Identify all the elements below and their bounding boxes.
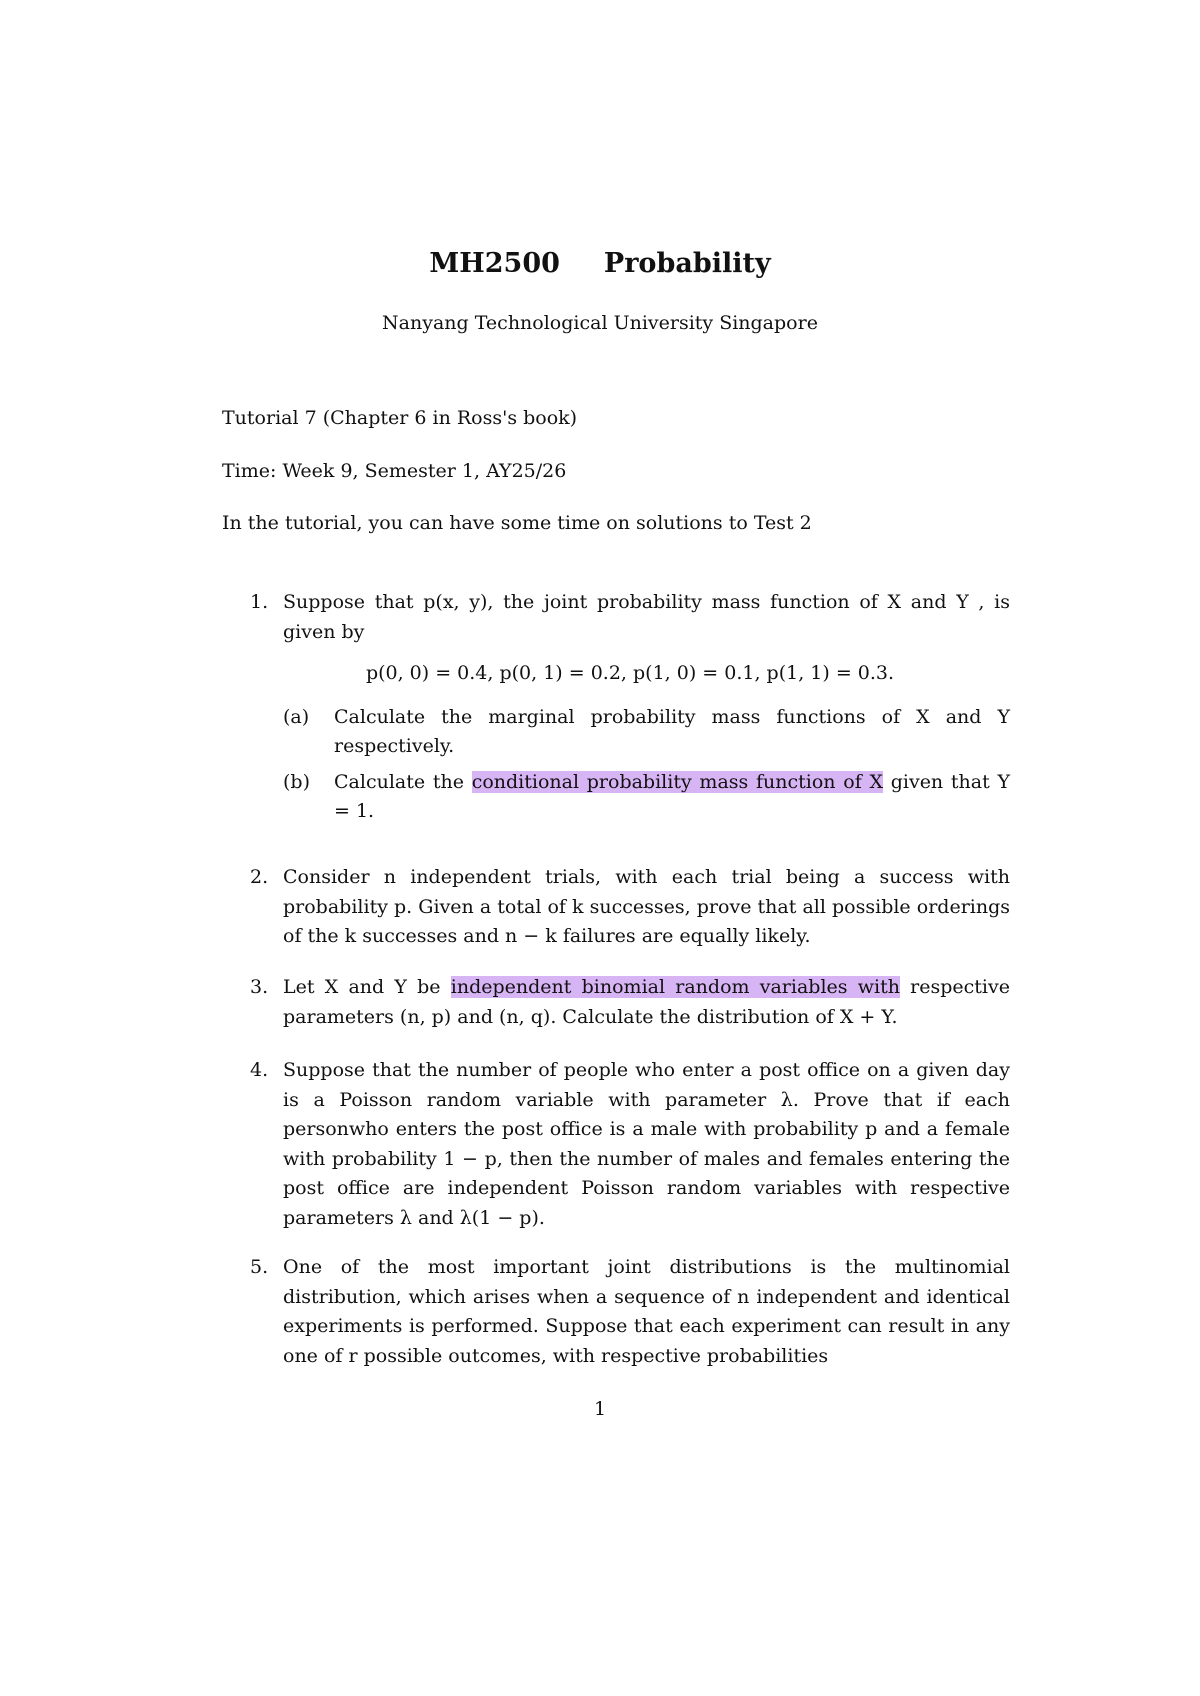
question-number: 1. (250, 591, 269, 613)
course-name: Probability (603, 248, 771, 279)
highlighted-text[interactable]: independent binomial random variables with (450, 976, 900, 998)
question-3 (250, 973, 1010, 1032)
joint-pmf-equation: p(0, 0) = 0.4, p(0, 1) = 0.2, p(1, 0) = 0.1, p(1, 1) = 0.3. (365, 662, 895, 684)
question-number: 3. (250, 976, 269, 998)
question-text: One of the most important joint distributions is the multinomial distribution, which arises when a sequence of n independent and identical experiments is performed. Suppose that each experiment can result in any one of r possible outcomes, with respective probabilities (283, 1256, 1010, 1367)
page-number: 1 (593, 1398, 607, 1420)
sub-label: (a) (283, 705, 310, 728)
university-name: Nanyang Technological University Singapore (382, 312, 818, 334)
question-number: 4. (250, 1059, 269, 1081)
page-title (0, 248, 1200, 279)
question-1a (283, 703, 1010, 762)
tutorial-note: In the tutorial, you can have some time on solutions to Test 2 (222, 512, 812, 534)
sub-text-pre: Calculate the (334, 770, 464, 793)
question-1 (250, 588, 1010, 827)
highlighted-text[interactable]: conditional probability mass function of X (471, 770, 883, 793)
question-text: Suppose that p(x, y), the joint probability mass function of X and Y , is given by (283, 591, 1010, 643)
sub-label: (b) (283, 770, 310, 793)
question-text: Consider n independent trials, with each trial being a success with probability p. Given a total of k successes, prove that all possible orderings of the k successes and n − k failures are equally likely. (283, 866, 1010, 947)
course-code: MH2500 (429, 248, 560, 279)
question-5 (250, 1253, 1010, 1371)
question-text-pre: Let X and Y be (283, 976, 441, 998)
sub-text-post: given that Y = 1. (334, 770, 1011, 822)
sub-text (334, 768, 1010, 827)
question-text-post: respective parameters (n, p) and (n, q). Calculate the distribution of X + Y. (283, 976, 1010, 1028)
question-1b (283, 768, 1010, 827)
question-number: 2. (250, 866, 269, 888)
sub-text: Calculate the marginal probability mass functions of X and Y respectively. (334, 705, 1010, 757)
question-text (283, 973, 1010, 1032)
question-text: Suppose that the number of people who enter a post office on a given day is a Poisson random variable with parameter λ. Prove that if each personwho enters the post office is a male with probability p and a female with probability 1 − p, then the number of males and females entering the post office are independent Poisson random variables with respective parameters λ and λ(1 − p). (283, 1059, 1010, 1229)
time-info: Time: Week 9, Semester 1, AY25/26 (222, 460, 567, 482)
question-4 (250, 1056, 1010, 1233)
tutorial-info: Tutorial 7 (Chapter 6 in Ross's book) (222, 407, 578, 429)
question-2 (250, 863, 1010, 952)
question-number: 5. (250, 1256, 269, 1278)
